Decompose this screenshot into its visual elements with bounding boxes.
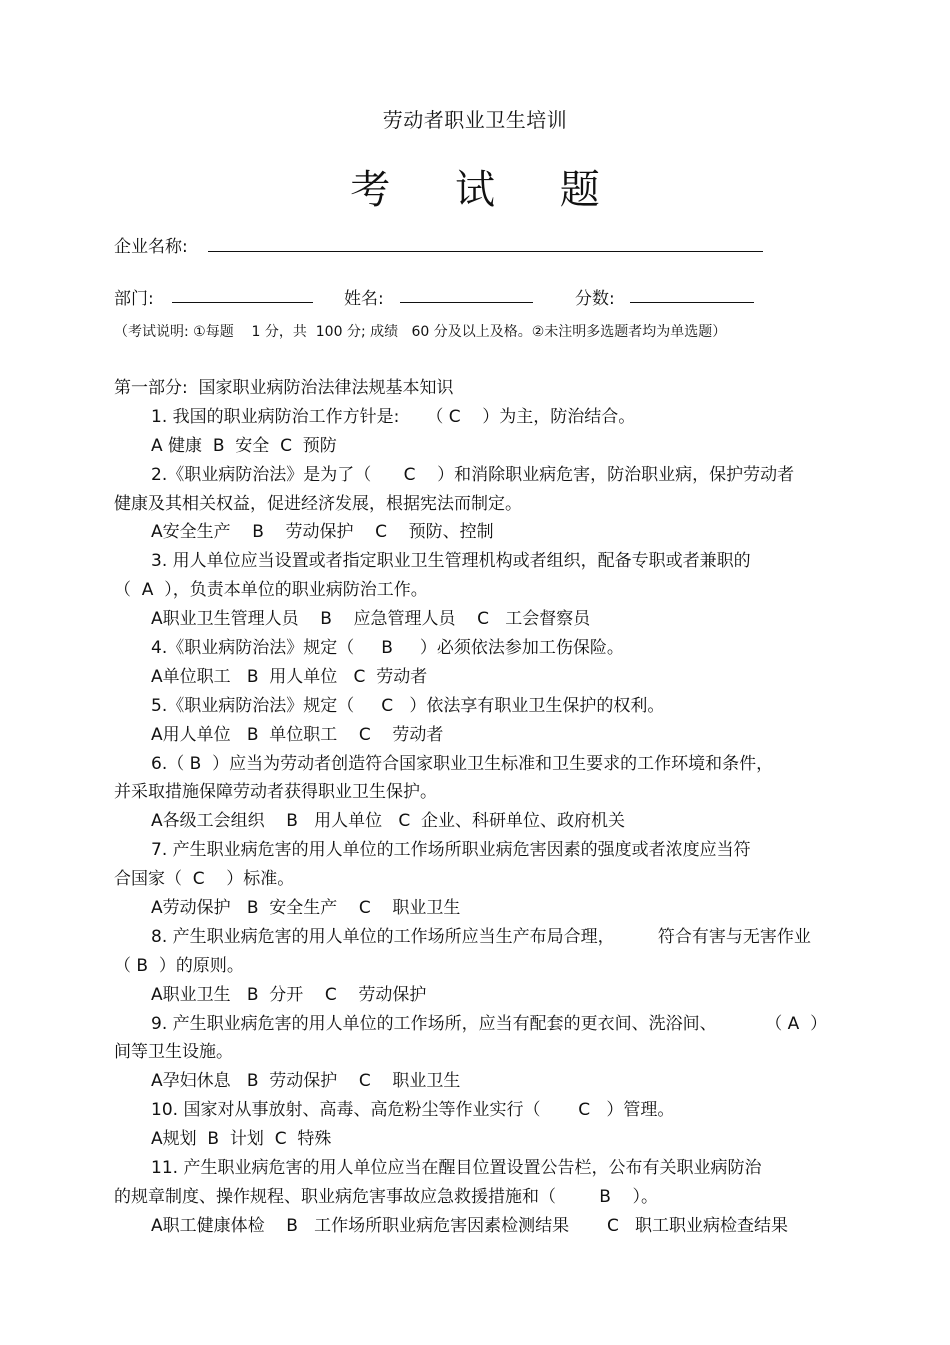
question-line: 3. 用人单位应当设置或者指定职业卫生管理机构或者组织，配备专职或者兼职的	[151, 551, 751, 572]
options-line: A劳动保护 B 安全生产 C 职业卫生	[151, 898, 461, 919]
department-field[interactable]	[172, 302, 313, 303]
company-field[interactable]	[208, 251, 763, 252]
options-line: A规划 B 计划 C 特殊	[151, 1129, 332, 1150]
question-line: 7. 产生职业病危害的用人单位的工作场所职业病危害因素的强度或者浓度应当符	[151, 840, 751, 861]
question-continuation: 的规章制度、操作规程、职业病危害事故应急救援措施和（ B ）。	[114, 1186, 659, 1207]
question-line: 10. 国家对从事放射、高毒、高危粉尘等作业实行（ C ）管理。	[151, 1100, 675, 1121]
question-continuation: 并采取措施保障劳动者获得职业卫生保护。	[114, 782, 437, 803]
options-line: A职业卫生 B 分开 C 劳动保护	[151, 984, 427, 1005]
question-line: 1. 我国的职业病防治工作方针是: （ C ）为主，防治结合。	[151, 406, 636, 427]
question-line: 6.（ B ）应当为劳动者创造符合国家职业卫生标准和卫生要求的工作环境和条件，	[151, 753, 774, 774]
name-label: 姓名:	[344, 289, 384, 309]
options-line: A单位职工 B 用人单位 C 劳动者	[151, 666, 428, 687]
company-label: 企业名称:	[114, 237, 188, 257]
question-line: 5.《职业病防治法》规定（ C ）依法享有职业卫生保护的权利。	[151, 695, 665, 716]
section-title: 第一部分: 国家职业病防治法律法规基本知识	[114, 378, 454, 398]
question-line: 9. 产生职业病危害的用人单位的工作场所，应当有配套的更衣间、洗浴间、 （ A ）	[151, 1013, 828, 1034]
question-continuation: （ B ）的原则。	[114, 955, 244, 976]
department-label: 部门:	[114, 289, 154, 309]
exam-subtitle: 劳动者职业卫生培训	[382, 108, 568, 132]
question-line: 8. 产生职业病危害的用人单位的工作场所应当生产布局合理， 符合有害与无害作业	[151, 926, 811, 947]
name-field[interactable]	[400, 302, 533, 303]
question-continuation: 健康及其相关权益，促进经济发展，根据宪法而制定。	[114, 493, 522, 514]
exam-instructions: （考试说明: ①每题 1 分，共 100 分; 成绩 60 分及以上及格。②未注明多选题者均为单选题）	[114, 324, 727, 340]
options-line: A 健康 B 安全 C 预防	[151, 435, 337, 456]
options-line: A用人单位 B 单位职工 C 劳动者	[151, 724, 444, 745]
score-label: 分数:	[575, 289, 615, 309]
question-list	[114, 374, 834, 1241]
options-line: A孕妇休息 B 劳动保护 C 职业卫生	[151, 1071, 461, 1092]
question-continuation: 间等卫生设施。	[114, 1042, 233, 1063]
question-continuation: 合国家（ C ）标准。	[114, 869, 295, 890]
options-line: A各级工会组织 B 用人单位 C 企业、科研单位、政府机关	[151, 811, 626, 832]
question-line: 11. 产生职业病危害的用人单位应当在醒目位置设置公告栏，公布有关职业病防治	[151, 1158, 762, 1179]
options-line: A安全生产 B 劳动保护 C 预防、控制	[151, 522, 494, 543]
options-line: A职工健康体检 B 工作场所职业病危害因素检测结果 C 职工职业病检查结果	[151, 1215, 789, 1236]
question-line: 2.《职业病防治法》是为了（ C ）和消除职业病危害，防治职业病，保护劳动者	[151, 464, 795, 485]
question-line: 4.《职业病防治法》规定（ B ）必须依法参加工伤保险。	[151, 638, 624, 659]
question-continuation: （ A ），负责本单位的职业病防治工作。	[114, 580, 428, 601]
score-field[interactable]	[630, 302, 754, 303]
options-line: A职业卫生管理人员 B 应急管理人员 C 工会督察员	[151, 609, 591, 630]
exam-title: 考 试 题	[350, 167, 626, 213]
